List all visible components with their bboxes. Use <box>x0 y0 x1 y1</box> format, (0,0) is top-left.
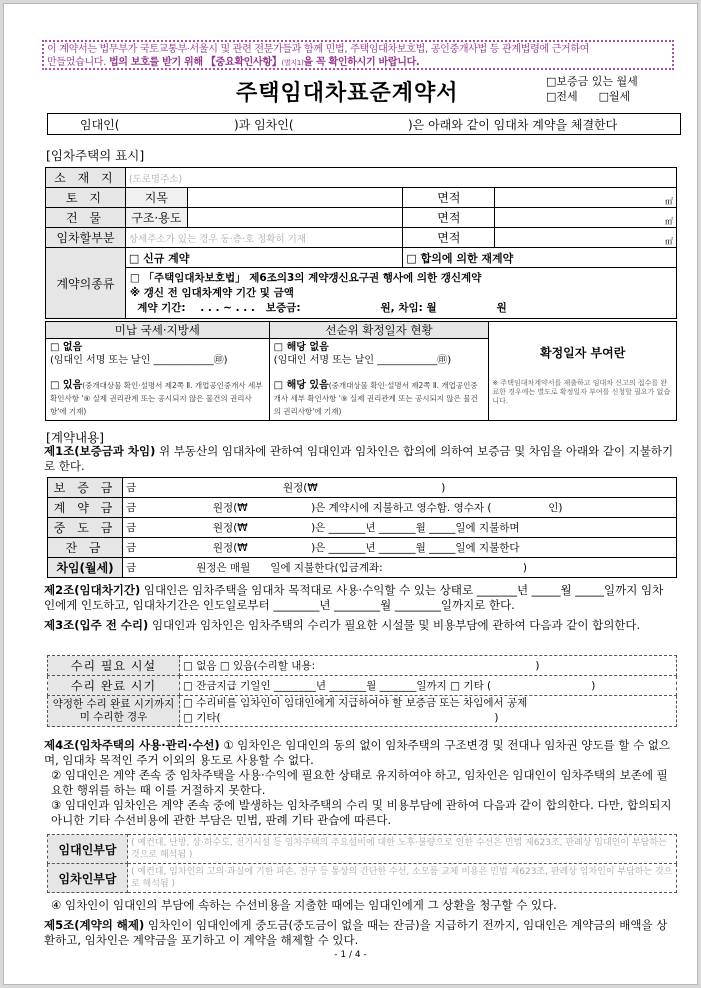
address-field[interactable]: (도로명주소) <box>125 168 676 188</box>
interim-payment-label: 중 도 금 <box>48 518 123 538</box>
land-area-field[interactable]: ㎡ <box>495 188 677 208</box>
parties-line <box>47 113 681 135</box>
fixed-date-box: 확정일자 부여란 ※ 주택임대차계약서를 제출하고 임대차 신고의 접수를 완료한 경우에는 별도로 확정일자 부여를 신청할 필요가 없습니다. <box>489 322 677 421</box>
landlord-label: 임대인( <box>80 118 120 132</box>
rent-label: 차임(월세) <box>48 558 123 578</box>
page-number: - 1 / 4 - <box>334 950 367 960</box>
notice-line2: 만들었습니다. 법의 보호를 받기 위해 【중요확인사항】(별지1)을 꼭 확인하시기 바랍니다. <box>47 57 420 68</box>
building-area-field[interactable]: ㎡ <box>495 208 677 228</box>
option-monthly[interactable]: □월세 <box>598 90 631 103</box>
repair-deadline-field[interactable]: □ 잔금지급 기일인 ________년 _______월 _______일까지 □ 기타 ( ) <box>180 676 677 696</box>
unpaid-tax-cell: □ 없음 (임대인 서명 또는 날인 ____________㊞) □ 있음(중개대상물 확인·설명서 제2쪽 Ⅱ. 개업공인중개사 세부 확인사항 '⑨ 실제 권리관계 또는 공시되지 않은 물건의 권리사항'에 기재) <box>46 339 270 421</box>
burden-table <box>47 834 677 893</box>
contract-kind-label: 계약의종류 <box>46 248 126 319</box>
article-4: 제4조(임차주택의 사용·관리·수선) ① 임차인은 임대인의 동의 없이 임차주택의 구조변경 및 전대나 임차권 양도를 할 수 없으며, 임대차 목적인 주거 이외의 용도로 사용할 수 없다. ② 임대인은 계약 존속 중 임차주택을 사용·수익에 필요한 상태로 유지하여야 하고, 임차인은 임대인이 임차주택의 보존에 필요한 행위를 하는 때 이를 거절하지 못한다. ③ 임대인과 임차인은 계약 존속 중에 발생하는 임차주택의 수리 및 비용부담에 관하여 다음과 같이 합의한다. 다만, 합의되지 아니한 기타 수선비용에 관한 부담은 민법, 판례 기타 관습에 따른다. <box>44 738 672 827</box>
building-area-label: 면적 <box>403 208 495 228</box>
new-contract-option[interactable]: □ 신규 계약 <box>125 248 403 268</box>
option-deposit-monthly[interactable]: □보증금 있는 월세 <box>546 75 638 88</box>
building-type-field[interactable] <box>187 208 403 228</box>
contract-page <box>3 3 698 985</box>
priority-none-option[interactable]: □ 해당 없음 <box>273 342 329 353</box>
tax-priority-table <box>45 321 677 421</box>
notice-line1: 이 계약서는 법무부가 국토교통부·서울시 및 관련 전문가들과 함께 민법, 주택임대차보호법, 공인중개사법 등 관계법령에 근거하여 <box>47 44 590 55</box>
document-title: 주택임대차표준계약서 <box>236 81 459 106</box>
unrepaired-label: 약정한 수리 완료 시기까지 미 수리한 경우 <box>48 696 180 727</box>
notice-box <box>42 40 674 70</box>
unrepaired-field[interactable]: □ 수리비를 임차인이 임대인에게 지급하여야 할 보증금 또는 차임에서 공제 □ 기타( ) <box>180 696 677 727</box>
land-type-label: 지목 <box>125 188 187 208</box>
repair-table <box>47 655 677 727</box>
address-label: 소 재 지 <box>46 168 126 188</box>
payment-table <box>47 477 677 578</box>
priority-date-cell: □ 해당 없음 (임대인 서명 또는 날인 ____________㊞) □ 해당 있음(중개대상물 확인·설명서 제2쪽 Ⅱ. 개업공인중개사 세부 확인사항 '⑨ 실제 권리관계 또는 공시되지 않은 물건의 권리사항'에 기재) <box>269 339 489 421</box>
landlord-burden-label: 임대인부담 <box>48 835 128 864</box>
tenant-label: )과 임차인( <box>234 118 294 132</box>
interim-payment-field[interactable]: 금 원정(₩ )은 _______년 _______월 _____일에 지불하며 <box>123 518 677 538</box>
leased-area-field[interactable]: ㎡ <box>495 228 677 248</box>
leased-part-field[interactable]: 상세주소가 있는 경우 동·층·호 정확히 기재 <box>125 228 403 248</box>
repair-needed-label: 수리 필요 시설 <box>48 656 180 676</box>
agreed-renewal-option[interactable]: □ 합의에 의한 재계약 <box>403 248 677 268</box>
building-type-label: 구조·용도 <box>125 208 187 228</box>
land-type-field[interactable] <box>187 188 403 208</box>
repair-needed-field[interactable]: □ 없음 □ 있음(수리할 내용: ) <box>180 656 677 676</box>
unpaid-tax-header: 미납 국세·지방세 <box>46 322 270 339</box>
down-payment-label: 계 약 금 <box>48 498 123 518</box>
balance-field[interactable]: 금 원정(₩ )은 _______년 _______월 _____일에 지불한다 <box>123 538 677 558</box>
agreement-text: )은 아래와 같이 임대차 계약을 체결한다 <box>408 118 618 132</box>
deposit-field[interactable]: 금 원정(₩ ) <box>123 478 677 498</box>
contract-type-options <box>546 74 638 104</box>
priority-exists-option[interactable]: □ 해당 있음 <box>273 380 329 391</box>
deposit-label: 보 증 금 <box>48 478 123 498</box>
land-area-label: 면적 <box>403 188 495 208</box>
land-label: 토 지 <box>46 188 126 208</box>
section-property: [임차주택의 표시] <box>46 148 145 163</box>
leased-part-label: 임차할부분 <box>46 228 126 248</box>
tax-none-option[interactable]: □ 없음 <box>50 342 83 353</box>
section-contract: [계약내용] <box>46 430 105 445</box>
tenant-burden-label: 임차인부담 <box>48 864 128 893</box>
renewal-option[interactable]: □ 「주택임대차보호법」 제6조의3의 계약갱신요구권 행사에 의한 갱신계약 ※ 갱신 전 임대차계약 기간 및 금액 계약 기간: . . . ~ . . . 보증금: 원, 차임: 월 원 <box>125 268 676 319</box>
balance-label: 잔 금 <box>48 538 123 558</box>
landlord-burden-field[interactable]: ( 예컨대, 난방, 상·하수도, 전기시설 등 임차주택의 주요설비에 대한 노후·불량으로 인한 수선은 민법 제623조, 판례상 임대인이 부담하는 것으로 해석됨 ) <box>128 835 677 864</box>
repair-deadline-label: 수리 완료 시기 <box>48 676 180 696</box>
article-5: 제5조(계약의 해제) 임차인이 임대인에게 중도금(중도금이 없을 때는 잔금)을 지급하기 전까지, 임대인은 계약금의 배액을 상환하고, 임차인은 계약금을 포기하고 이 계약을 해제할 수 있다. <box>44 918 668 947</box>
tax-exists-option[interactable]: □ 있음 <box>50 380 83 391</box>
article-1: 제1조(보증금과 차임) 위 부동산의 임대차에 관하여 임대인과 임차인은 합의에 의하여 보증금 및 차임을 아래와 같이 지불하기로 한다. <box>44 444 674 473</box>
option-jeonse[interactable]: □전세 <box>546 90 578 103</box>
leased-area-label: 면적 <box>403 228 495 248</box>
priority-date-header: 선순위 확정일자 현황 <box>269 322 489 339</box>
property-table <box>45 167 677 319</box>
article-4-item-4: ④ 임차인이 임대인의 부담에 속하는 수선비용을 지출한 때에는 임대인에게 그 상환을 청구할 수 있다. <box>51 898 557 912</box>
rent-field[interactable]: 금 원정은 매월 일에 지불한다(입금계좌: ) <box>123 558 677 578</box>
article-2: 제2조(임대차기간) 임대인은 임차주택을 임대차 목적대로 사용·수익할 수 있는 상태로 _______년 _____월 _____일까지 임차인에게 인도하고, 임대차기간은 인도일로부터 ________년 ________월 ________일까지로 한다. <box>44 583 664 612</box>
article-3: 제3조(입주 전 수리) 임대인과 임차인은 임차주택의 수리가 필요한 시설물 및 비용부담에 관하여 다음과 같이 합의한다. <box>44 618 641 632</box>
down-payment-field[interactable]: 금 원정(₩ )은 계약시에 지불하고 영수함. 영수자 ( 인) <box>123 498 677 518</box>
tenant-burden-field[interactable]: ( 예컨대, 임차인의 고의·과실에 기한 파손, 전구 등 통상의 간단한 수선, 소모품 교체 비용은 민법 제623조, 판례상 임차인이 부담하는 것으로 해석됨 ) <box>128 864 677 893</box>
building-label: 건 물 <box>46 208 126 228</box>
